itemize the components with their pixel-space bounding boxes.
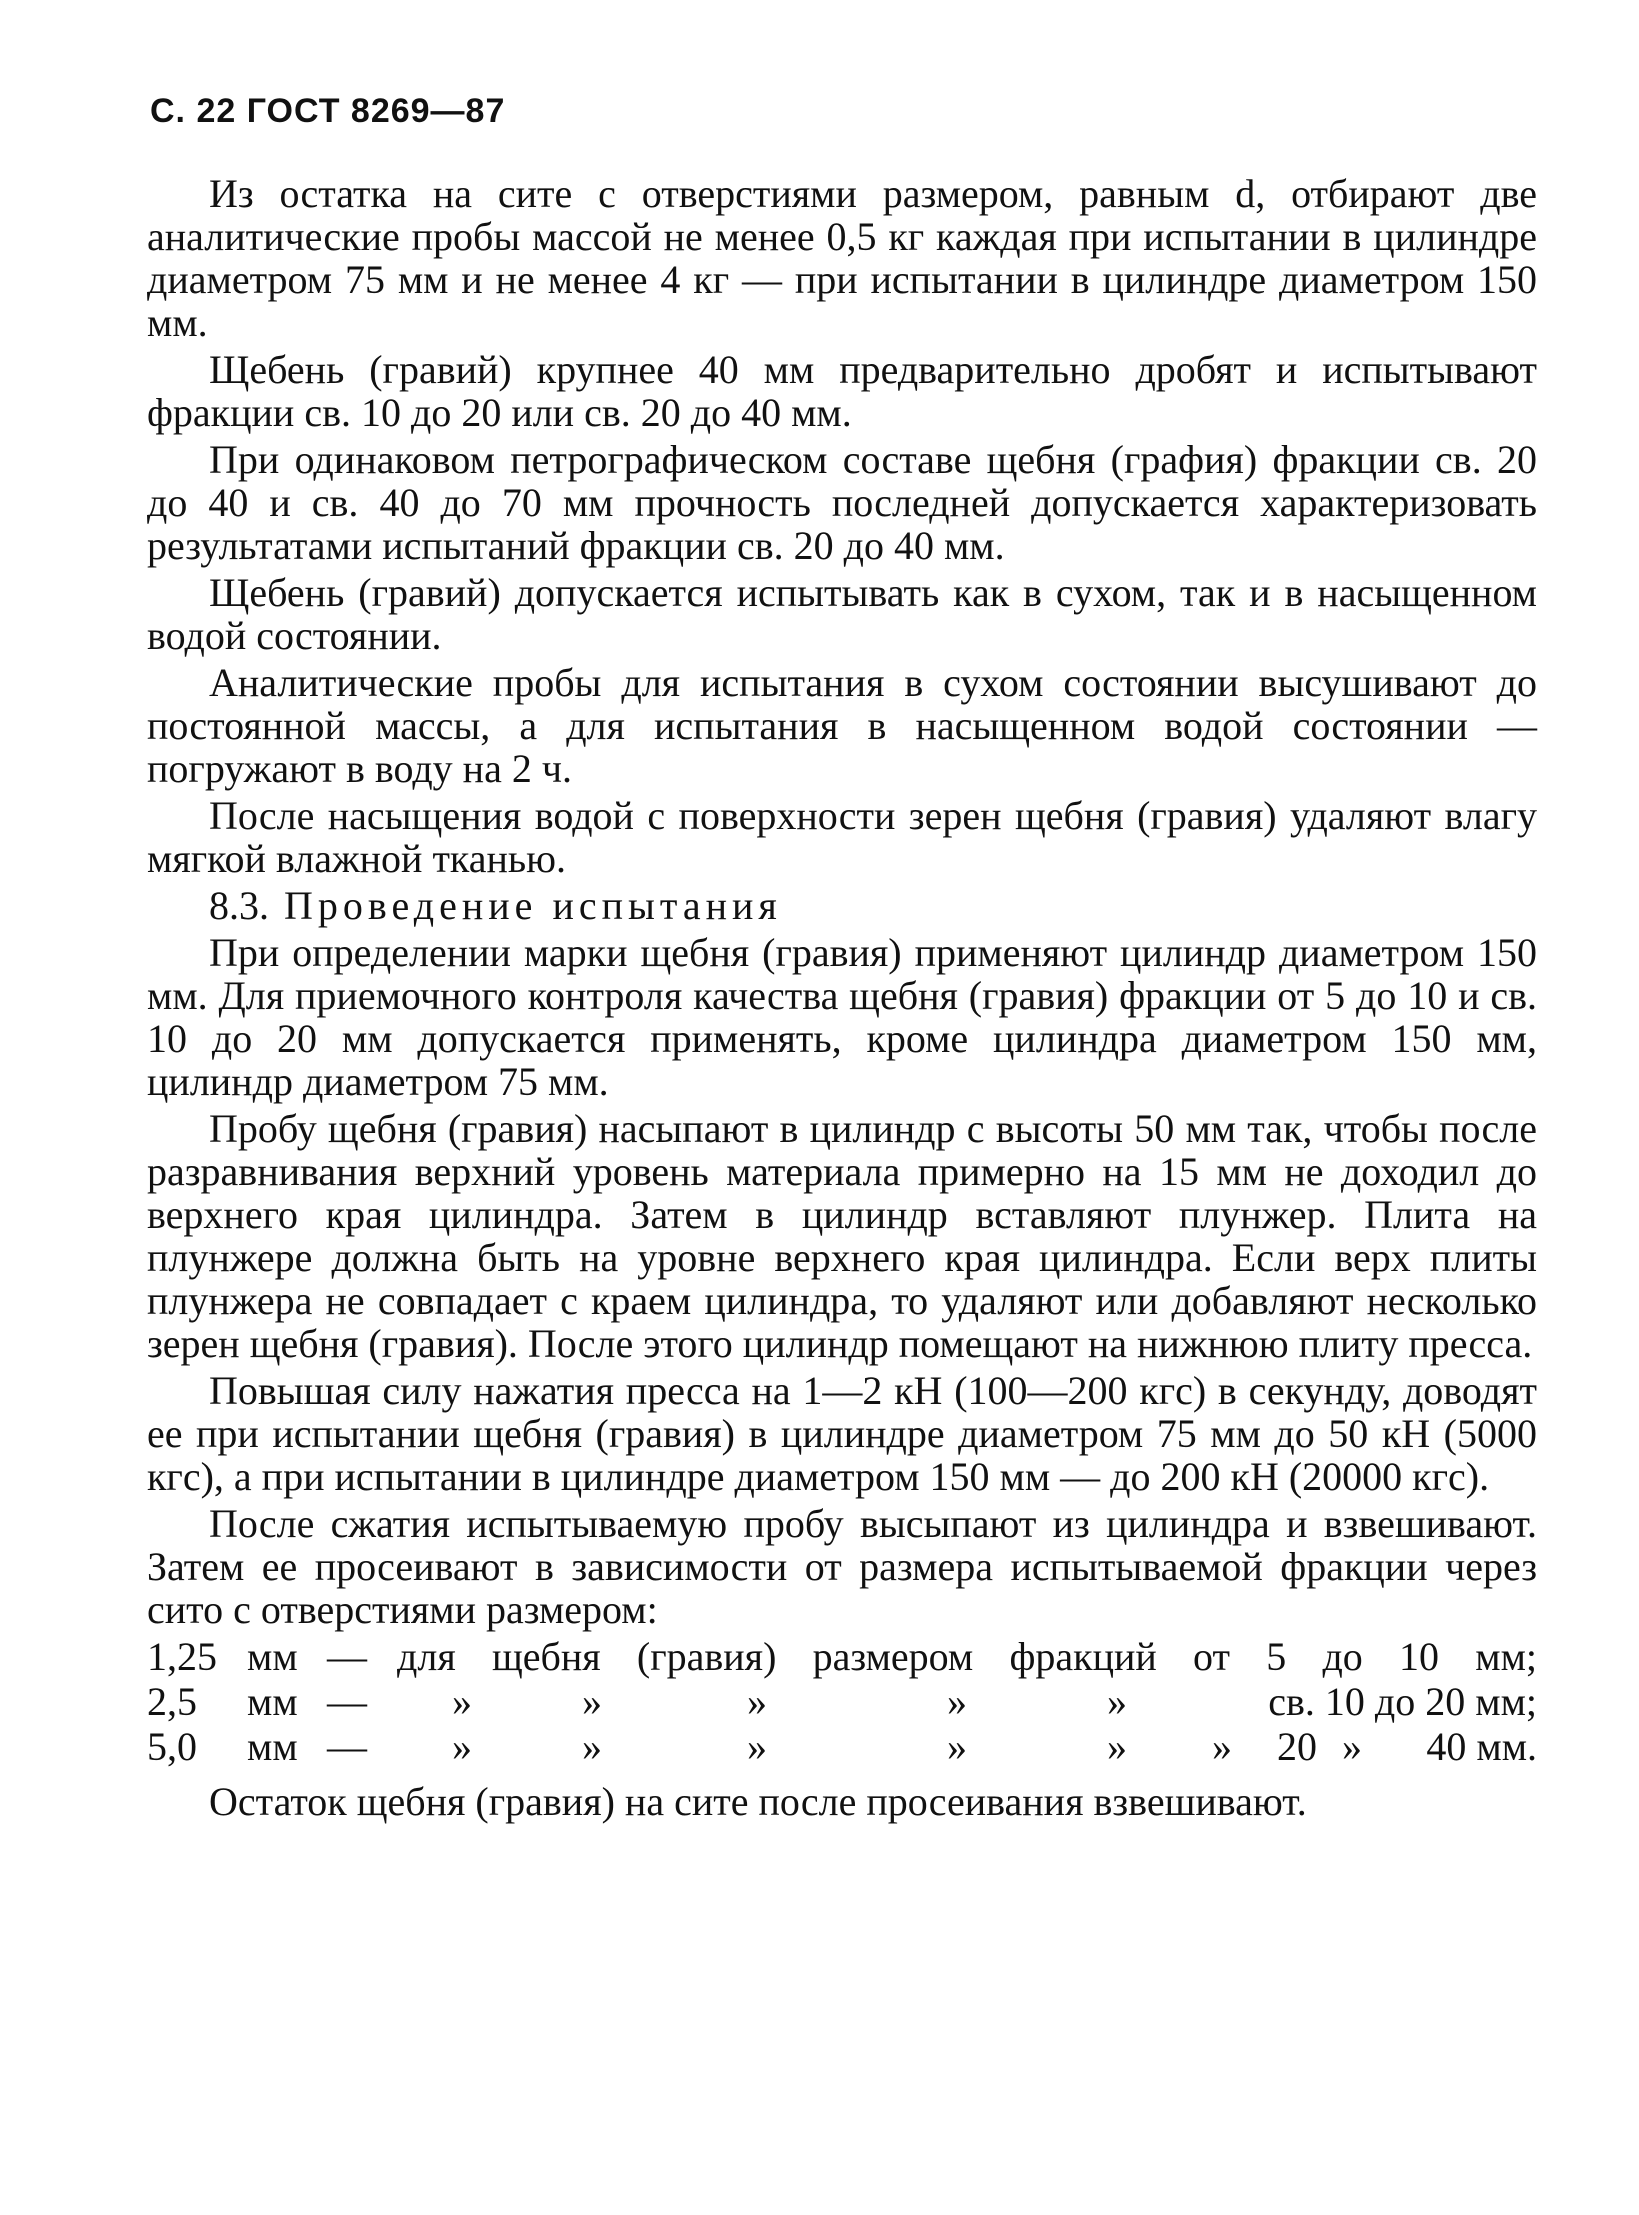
ditto-mark: » xyxy=(452,1724,472,1769)
sieve-description: для щебня (гравия) размером фракций от 5 до 10 мм; xyxy=(397,1634,1537,1679)
sieve-unit: мм xyxy=(247,1679,298,1724)
sieve-size: 2,5 xyxy=(147,1679,197,1724)
sieve-unit: мм xyxy=(247,1634,298,1679)
paragraph-sample-selection: Из остатка на сите с отверстиями размером, равным d, отбирают две аналитические пробы массой не менее 0,5 кг каждая при испытании в цилиндре диаметром 75 мм и не менее 4 кг — при испытании в цилиндре диаметром 150 мм. xyxy=(147,171,1537,345)
paragraph-drying: Аналитические пробы для испытания в сухом состоянии высушивают до постоянной массы, а для испытания в насыщенном водой состоянии — погружают в воду на 2 ч. xyxy=(147,660,1537,791)
paragraph-press-loading: Повышая силу нажатия пресса на 1—2 кН (100—200 кгс) в секунду, доводят ее при испытании щебня (гравия) в цилиндре диаметром 75 мм до 50 кН (5000 кгс), а при испытании в цилиндре диаметром 150 мм — до 200 кН (20000 кгс). xyxy=(147,1368,1537,1499)
paragraph-cylinder-choice: При определении марки щебня (гравия) применяют цилиндр диаметром 150 мм. Для приемочного контроля качества щебня (гравия) фракции от 5 до 10 и св. 10 до 20 мм допускается применять, кроме цилиндра диаметром 150 мм, цилиндр диаметром 75 мм. xyxy=(147,930,1537,1104)
sieve-range-to: 40 мм. xyxy=(1426,1724,1537,1769)
ditto-mark: » xyxy=(747,1679,767,1724)
sieve-dash: — xyxy=(327,1634,367,1679)
sieve-size: 1,25 xyxy=(147,1634,217,1679)
ditto-mark: » xyxy=(582,1724,602,1769)
sieve-row xyxy=(147,1635,1537,1680)
sieve-dash: — xyxy=(327,1724,367,1769)
ditto-mark: » xyxy=(747,1724,767,1769)
sieve-size: 5,0 xyxy=(147,1724,197,1769)
ditto-mark: » xyxy=(947,1724,967,1769)
paragraph-petrographic: При одинаковом петрографическом составе щебня (графия) фракции св. 20 до 40 и св. 40 до 70 мм прочность последней допускается характеризовать результатами испытаний фракции св. 20 до 40 мм. xyxy=(147,437,1537,568)
ditto-mark: » xyxy=(452,1679,472,1724)
paragraph-dry-or-saturated: Щебень (гравий) допускается испытывать как в сухом, так и в насыщенном водой состоянии. xyxy=(147,570,1537,658)
section-title: Проведение испытания xyxy=(284,883,782,928)
section-heading xyxy=(147,884,1537,927)
paragraph-crushing: Щебень (гравий) крупнее 40 мм предварительно дробят и испытывают фракции св. 10 до 20 или св. 20 до 40 мм. xyxy=(147,347,1537,435)
sieve-range-from: 20 xyxy=(1277,1724,1317,1769)
sieve-row xyxy=(147,1680,1537,1725)
sieve-table xyxy=(147,1635,1537,1770)
sieve-row xyxy=(147,1725,1537,1770)
page-header: С. 22 ГОСТ 8269—87 xyxy=(150,92,506,130)
ditto-mark: » xyxy=(1107,1679,1127,1724)
sieve-unit: мм xyxy=(247,1724,298,1769)
paragraph-moisture-removal: После насыщения водой с поверхности зерен щебня (гравия) удаляют влагу мягкой влажной тканью. xyxy=(147,793,1537,881)
ditto-mark: » xyxy=(947,1679,967,1724)
ditto-mark: » xyxy=(582,1679,602,1724)
ditto-mark: » xyxy=(1342,1724,1362,1769)
section-number: 8.3. xyxy=(209,883,269,928)
paragraph-residue-weighing: Остаток щебня (гравия) на сите после просеивания взвешивают. xyxy=(209,1779,1307,1824)
ditto-mark: » xyxy=(1107,1724,1127,1769)
paragraph-filling-cylinder: Пробу щебня (гравия) насыпают в цилиндр с высоты 50 мм так, чтобы после разравнивания верхний уровень материала примерно на 15 мм не доходил до верхнего края цилиндра. Затем в цилиндр вставляют плунжер. Плита на плунжере должна быть на уровне верхнего края цилиндра. Если верх плиты плунжера не совпадает с краем цилиндра, то удаляют или добавляют несколько зерен щебня (гравия). После этого цилиндр помещают на нижнюю плиту пресса. xyxy=(147,1106,1537,1366)
ditto-mark: » xyxy=(1212,1724,1232,1769)
sieve-range: св. 10 до 20 мм; xyxy=(1268,1679,1537,1724)
paragraph-sieving: После сжатия испытываемую пробу высыпают из цилиндра и взвешивают. Затем ее просеивают в зависимости от размера испытываемой фракции через сито с отверстиями размером: xyxy=(147,1501,1537,1632)
document-body xyxy=(147,172,1537,1827)
sieve-dash: — xyxy=(327,1679,367,1724)
